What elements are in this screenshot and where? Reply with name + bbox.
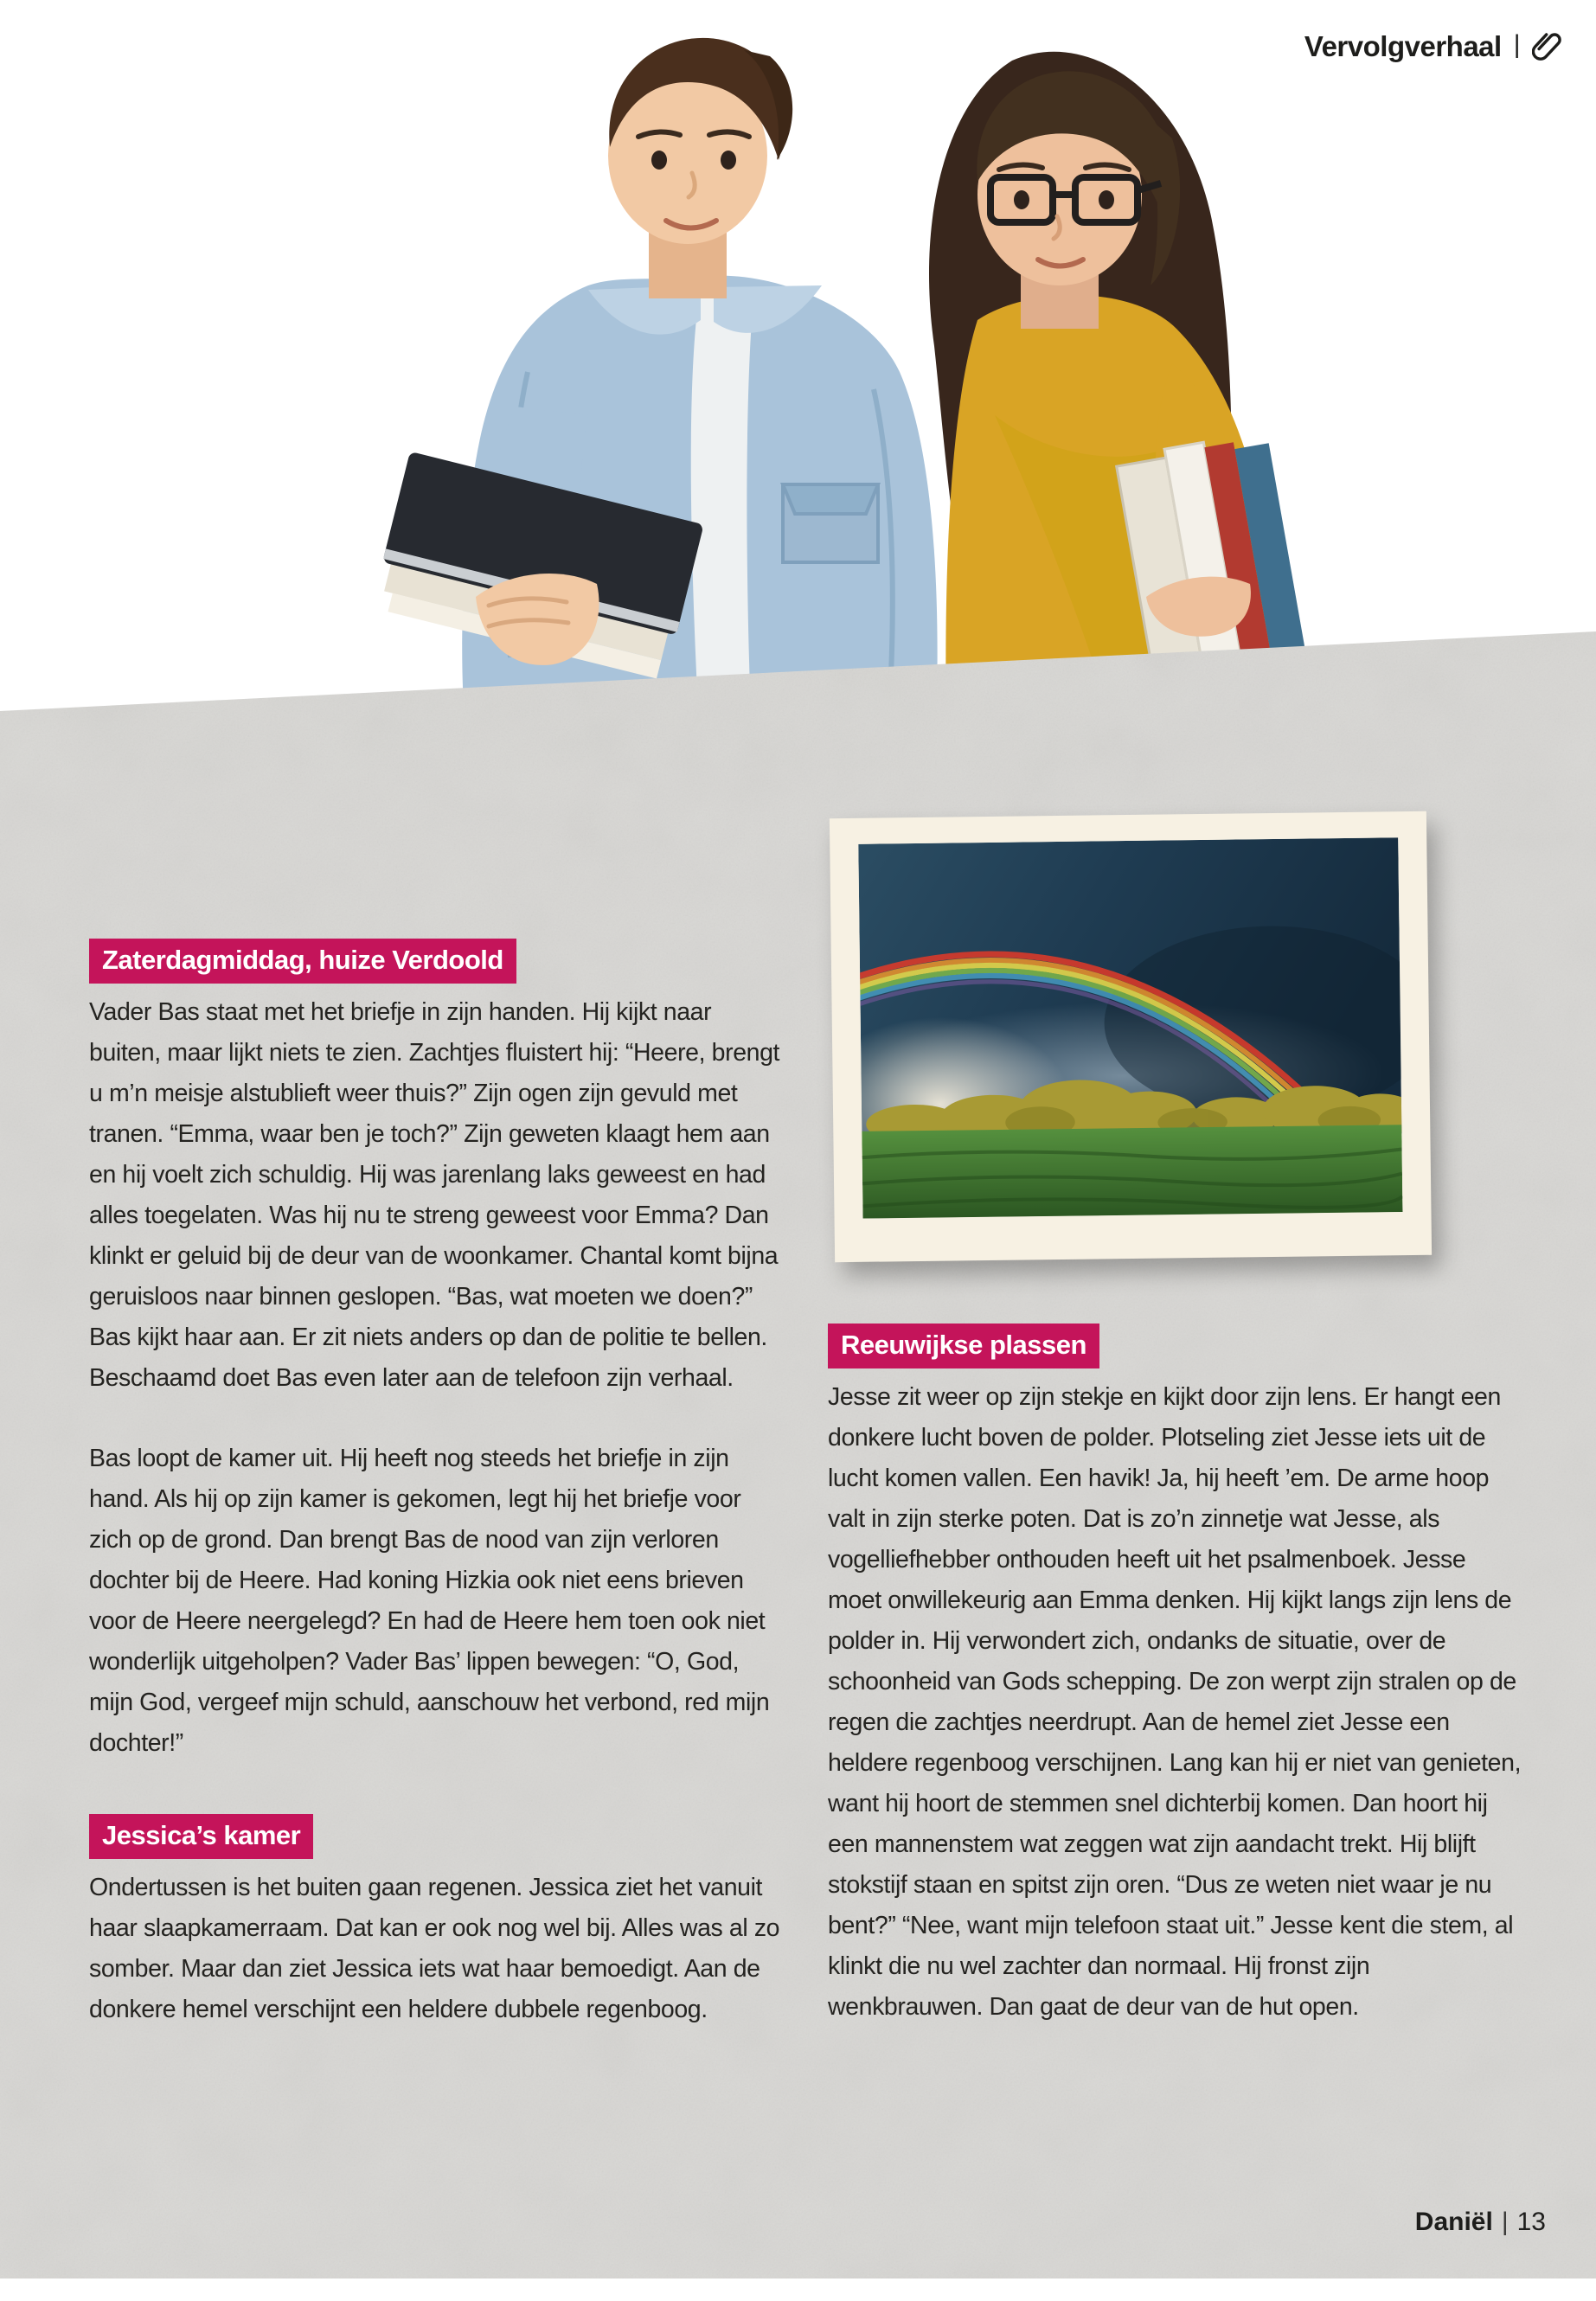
- right-column: [828, 1324, 1524, 2028]
- magazine-name: Daniël: [1414, 2208, 1493, 2236]
- story-paragraph: Bas loopt de kamer uit. Hij heeft nog steeds het briefje in zijn hand. Als hij op zijn kamer is gekomen, legt hij het briefje voor zich op de grond. Dan brengt Bas de nood van zijn verloren dochter bij de Heere. Had koning Hizkia ook niet eens brieven voor de Heere neergelegd? En had de Heere hem toen ook niet wonderlijk uitgeholpen? Vader Bas’ lippen bewegen: “O, God, mijn God, vergeef mijn schuld, aanschouw het verbond, red mijn dochter!”: [89, 1445, 770, 1757]
- section-jessica: [89, 1814, 785, 2030]
- paperclip-icon: [1532, 29, 1567, 64]
- header-separator: |: [1513, 30, 1520, 59]
- page-footer: [1415, 2208, 1546, 2237]
- header-title: Vervolgverhaal: [1304, 30, 1502, 62]
- section-saturday: [89, 939, 785, 1764]
- section-reeuwijk: [828, 1324, 1524, 2028]
- footer-separator: |: [1501, 2208, 1509, 2236]
- rainbow-photo: [830, 811, 1432, 1262]
- section-label: Zaterdagmiddag, huize Verdoold: [89, 939, 516, 984]
- story-paragraph: Ondertussen is het buiten gaan regenen. Jessica ziet het vanuit haar slaapkamerraam. Dat kan er ook nog wel bij. Alles was al zo somber. Maar dan ziet Jessica iets wat haar bemoedigt. Aan de donkere hemel verschijnt een heldere dubbele regenboog.: [89, 1874, 780, 2023]
- left-column: [89, 939, 785, 2030]
- section-label: Jessica’s kamer: [89, 1814, 313, 1859]
- teens-photo: [216, 0, 1306, 761]
- page-number: 13: [1516, 2208, 1546, 2236]
- story-paragraph: Jesse zit weer op zijn stekje en kijkt door zijn lens. Er hangt een donkere lucht boven de polder. Plotseling ziet Jesse iets uit de lucht komen vallen. Een havik! Ja, hij heeft ’em. De arme hoop valt in zijn sterke poten. Dat is zo’n zinnetje wat Jesse, als vogelliefhebber onthouden heeft uit het psalmenboek. Jesse moet onwillekeurig aan Emma denken. Hij kijkt langs zijn lens de polder in. Hij verwondert zich, ondanks de situatie, over de schoonheid van Gods schepping. De zon werpt zijn stralen op de regen die zachtjes neerdrupt. Aan de hemel ziet Jesse een heldere regenboog verschijnen. Lang kan hij er niet van genieten, want hij hoort de stemmen snel dichterbij komen. Dan hoort hij een mannenstem wat zeggen wat zijn aandacht trekt. Hij blijft stokstijf staan en spitst zijn oren. “Dus ze weten niet waar je nu bent?” “Nee, want mijn telefoon staat uit.” Jesse kent die stem, al klinkt die nu wel zachter dan normaal. Hij fronst zijn wenkbrauwen. Dan gaat de deur van de hut open.: [828, 1383, 1522, 2021]
- section-label: Reeuwijkse plassen: [828, 1324, 1099, 1368]
- story-paragraph: Vader Bas staat met het briefje in zijn handen. Hij kijkt naar buiten, maar lijkt niets te zien. Zachtjes fluistert hij: “Heere, brengt u m’n meisje alstublieft weer thuis?” Zijn ogen zijn gevuld met tranen. “Emma, waar ben je toch?” Zijn geweten klaagt hem aan en hij voelt zich schuldig. Hij was jarenlang laks geweest en had alles toegelaten. Was hij nu te streng geweest voor Emma? Dan klinkt er geluid bij de deur van de woonkamer. Chantal komt bijna geruisloos naar binnen geslopen. “Bas, wat moeten we doen?” Bas kijkt haar aan. Er zit niets anders op dan de politie te bellen. Beschaamd doet Bas even later aan de telefoon zijn verhaal.: [89, 998, 780, 1392]
- rainbow-landscape-image: [858, 837, 1402, 1218]
- page-header: [1304, 29, 1567, 64]
